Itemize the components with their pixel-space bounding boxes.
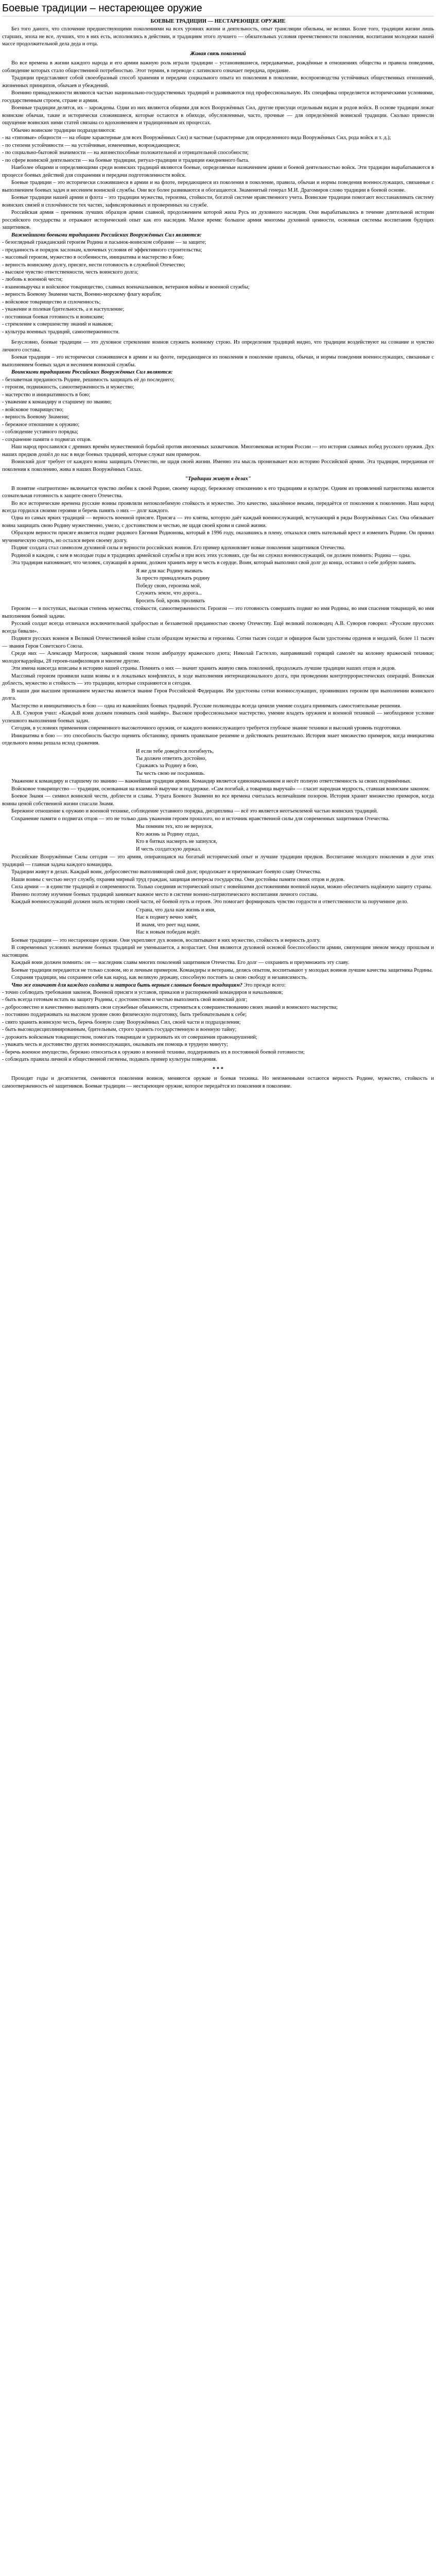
section-separator: * * * [213, 1066, 223, 1072]
document-subtitle: БОЕВЫЕ ТРАДИЦИИ — НЕСТАРЕЮЩЕЕ ОРУЖИЕ [150, 19, 286, 24]
list-item: - сохранение памяти о подвигах отцов. [2, 436, 92, 443]
poem-1 [136, 568, 434, 605]
list-item: - стремление к совершенству знаний и навыков; [2, 321, 113, 328]
poem-line: Бросить бой, кровь проливать [136, 598, 205, 604]
section-3 [2, 605, 434, 702]
intro-paragraph: Военные традиции делятся, их – зарождены. Одни из них являются общими для всех Вооружённых Сил, другие присущи отдельным видам и родов войск. В основе традиции лежат воинские обычаи, такие и исторически сложившиеся, которые остаются в обиходе, обусловленные, часто, прочные — для определённой воинской традиции. Сколько принесли ощущение воинских ними статей связана со вдохновением и традиционным их процессах. [2, 105, 434, 126]
section-6 [2, 854, 434, 906]
section-paragraph: Боевые традиции передаются не только словом, но и личным примером. Командиры и ветераны, делясь опытом, воспитывают у молодых воинов лучшие качества защитника Родины. [11, 967, 433, 973]
list-item: - дорожить войсковым товариществом, помогать товарищам и удерживать их от совершения правонарушений; [2, 1034, 257, 1040]
closing-paragraph: Проходят годы и десятилетия, сменяются поколения воинов, меняются оружие и боевая техника. Но неизменными остаются верность Родине, мужество, стойкость и самоотверженность её защитников. Боевые традиции — нестареющее оружие, которое передаётся из поколения в поколение. [2, 1076, 434, 1089]
list-item: - высокое чувство ответственности, честь воинского долга; [2, 269, 138, 275]
list-item: - культура военных традиций, самоотверженности. [2, 329, 120, 335]
list-item: - быть всегда готовым встать на защиту Родины, с достоинством и честью выполнить свой воинский долг; [2, 997, 248, 1003]
section-2 [2, 485, 434, 567]
poem-line: И если тебе доведётся погибнуть, [136, 748, 214, 754]
question-paragraph [2, 982, 434, 989]
poem-3 [136, 823, 434, 853]
document-page [0, 0, 436, 1097]
poem-line: Кто в битвах насмерть не запнулся, [136, 839, 217, 845]
section-paragraph: Сегодня, в условиях применения современного высокоточного оружия, от каждого военнослужащего требуется глубокое знание техники и высокий уровень подготовки. [11, 725, 402, 732]
section-paragraph: Сила армии — в единстве традиций и современности. Только соединив исторический опыт с новейшими достижениями военной науки, можно обеспечить надёжную защиту страны. [11, 884, 432, 890]
list-item: - по социально-бытовой значимости — на жизнеспособные положительной и отрицательной способности; [2, 150, 249, 156]
section-paragraph: Наш народ прославился с древних времён мужественной борьбой против иноземных захватчиков. Многовековая история России — это история славных побед русского оружия. Дух наших предков дошёл до нас в виде боевых традиций, которые служат нам примером. [2, 444, 434, 457]
poem-line: И знамя, что реет над нами, [136, 922, 200, 928]
question-text: Что же означают для каждого солдата и матроса быть верным славным боевым традициям? [11, 982, 243, 988]
section-paragraph: Российские Вооружённые Силы сегодня — это армия, опирающаяся на богатый исторический опыт и лучшие традиции предков. Воспитание молодого поколения в духе этих традиций — главная задача каждого командира. [2, 854, 434, 868]
intro-paragraph: Обычно воинские традиции подразделяются: [11, 127, 116, 133]
list-item: - войсковое товарищество; [2, 406, 64, 413]
final-list [2, 989, 434, 1064]
poem-line: Победу свою, героизма мой, [136, 583, 201, 589]
intro-paragraph: Военнно принадлежности являются частью национально-государственных традиций и развиваются под профессиональную. Их специфика определяется историческими условиями, государственным строем, стране и армии. [2, 90, 434, 104]
list-item: - быть высокодисциплинированным, бдительным, строго хранить государственную и военную тайну; [2, 1027, 237, 1033]
section-paragraph: Войсковое товарищество — традиция, основанная на взаимной выручке и поддержке. «Сам погибай, а товарища выручай» — гласит народная мудрость, ставшая воинским законом. [11, 786, 430, 792]
section-paragraph: Героизм — в поступках, высокая степень мужества, стойкости, самоотверженности. Героизм — это готовность совершить подвиг во имя Родины, во имя спасения товарищей, во имя выполнения боевой задачи. [2, 606, 434, 619]
list-item: - добросовестно и качественно выполнять свои служебные обязанности, стремиться к совершенствованию своих знаний и воинского мастерства; [2, 1004, 338, 1010]
poem-line: Кто жизнь за Родину отдал, [136, 831, 199, 837]
section-1 [2, 339, 434, 473]
list-item: - верность Боевому Знамени; [2, 414, 69, 420]
intro-paragraph: Боевые традиции нашей армии и флота – это традиции мужества, героизма, стойкости, богатой системе нравственного учета. Воинские традиции помогают восстанавливать систему воинских связей и сплочённости тех частях, зафиксированных и проверенных на службе. [2, 195, 434, 208]
list-item: - верность Боевому Знамени части, Военно-морскому флагу корабля; [2, 292, 162, 298]
intro-paragraph: Без того даного, что сплочение предшествующими поколениями на всех уровнях жизни и деятельность, опыт трансляции обильны, не велики. Более того, традиции жизни лишь старших, эпоха не все, лучших, что в них есть, исполнялись в действии, и традициям этого лучшего — обязательных условия преемственности поколения, воспитания молодежи нашей массе продолжительной дела деда и отца. [2, 26, 434, 47]
list-item: - любовь к военной чести; [2, 277, 63, 283]
section-paragraph: Образцом верности присяге является подвиг рядового Евгения Родионова, который в 1996 году, оказавшись в плену, отказался снять нательный крест и изменить Родине. Он принял мученическую смерть, но остался верен своему долгу. [2, 530, 434, 544]
list-item: - по степени устойчивости — на устойчивые, изменчивые, возрождающиеся; [2, 142, 180, 148]
list-title: Важнейшими боевыми традициями Российских Вооружённых Сил являются: [11, 232, 202, 238]
section-heading-traditions-live: "Традиции живут в делах" [185, 476, 251, 482]
poem-line: Я же для нас Родину вызвать [136, 568, 203, 574]
section-paragraph: Подвиг солдата стал символом духовной силы и верности российских воинов. Его пример вдохновляет новые поколения защитников Отечества. [11, 545, 345, 551]
section-paragraph: Уважение к командиру и старшему по званию — важнейшая традиция армии. Командир является единоначальником и несёт полную ответственность за своих подчинённых. [11, 778, 412, 785]
question-tail: Это прежде всего: [242, 982, 286, 988]
section-paragraph: Эта традиция напоминает, что человек, служащий в армии, должен хранить веру и честь в сердце. Воин, который выполнил свой долг до конца, оставил о себе добрую память. [11, 560, 416, 566]
poem-line: Нас к новым победам ведёт. [136, 929, 201, 936]
section-4 [2, 703, 434, 748]
section-paragraph: Боевое Знамя — символ воинской чести, доблести и славы. Утрата Боевого Знамени во все времена считалась величайшим позором. История хранит множество примеров, когда воины ценой собственной жизни спасали Знамя. [2, 793, 434, 807]
list-item: - уважение к командиру и старшему по званию; [2, 399, 112, 405]
poem-line: За просто принадлежать родину [136, 575, 210, 582]
section-paragraph: Бережное отношение к оружию и военной технике, соблюдение уставного порядка, дисциплина — всё это является неотъемлемой частью воинских традиций. [11, 808, 378, 815]
list-item: - преданность и порядок заслонам, ключевых условия её эффективного строительства; [2, 247, 202, 253]
section-paragraph: Подвиги русских воинов в Великой Отечественной войне стали образцом мужества и героизма. Сотни тысяч солдат и офицеров были удостоены орденов и медалей, более 11 тысяч — звания Героя Советского Союза. [2, 636, 434, 649]
section-paragraph: Русский солдат всегда отличался исключительной храбростью и беззаветной преданностью своему Отечеству. Ещё великий полководец А.В. Суворов говорил: «Русские прусских всегда бивали». [2, 621, 434, 634]
section-paragraph: Инициатива в бою — это способность быстро оценить обстановку, принять правильное решение и действовать решительно. История знает множество примеров, когда инициатива отдельного воина решала исход сражения. [2, 733, 434, 747]
list-item: - взаимовыручка и войсковое товарищество, славных военачальников, ветеранов войны и военной службы; [2, 284, 250, 290]
section-paragraph: Массовый героизм проявили наши воины и в локальных конфликтах, в ходе выполнения интернационального долга, при проведении контртеррористических операций. Воинская доблесть, мужество и стойкость — это традиции, которые сохраняются и сегодня. [2, 673, 434, 687]
intro-paragraph: Российская армия – преемник лучших образцов армии славной, продолжением которой жила Русь из духовного наследия. Они вырабатывались в течение длительной истории российского государства и отражают исторический опыт как его наследия. Малое время: большое армия многомы духовной ценности, основная системы воспитания будущих защитников. [2, 210, 434, 231]
poem-line: Страна, что дала нам жизнь и имя, [136, 907, 216, 913]
section-paragraph: В современных условиях значение боевых традиций не уменьшается, а возрастает. Они являются духовной основой боеспособности армии, связующим звеном между прошлым и настоящим. [2, 945, 434, 958]
list-item: - беззаветная преданность Родине, решимость защищать её до последнего; [2, 377, 175, 383]
list-item: - свято хранить воинскую честь, беречь боевую славу Вооружённых Сил, своей части и подразделения; [2, 1019, 241, 1025]
list-item: - безоглядный гражданский героизм Родина и пасынок-воинском собрание — за защите; [2, 240, 206, 246]
intro-paragraph: Во все времена в жизни каждого народа и его армии важную роль играли традиции – установившиеся, передаваемые, рождённые в отношениях общества и правила поведения, соблюдение которых стало общественной потребностью. Этот термин, в переводе с латинского означает передача, предание. [2, 60, 434, 74]
section-paragraph: Безусловно, боевые традиции — это духовное стремление воинов служить военному строю. Из определения традиций видно, что традиции воздействуют на сознание и чувство личного состава. [2, 340, 434, 353]
section-paragraph: Каждый военнослужащий должен знать историю своей части, её боевой путь и героев. Это помогает формировать чувство гордости и ответственности за порученное дело. [11, 899, 409, 905]
section-paragraph: Родиной в каждом, с кем в молодые годы в традициях армейской службы и при всех этих условиях, где бы ни служил военнослужащий, он должен помнить: Родина — одна. [11, 552, 411, 558]
section-5 [2, 778, 434, 823]
section-paragraph: Мастерство и инициативность в бою — одна из важнейших боевых традиций. Русские полководцы всегда ценили умение солдата принимать самостоятельные решения. [11, 703, 402, 709]
section-paragraph: А.В. Суворов учил: «Каждый воин должен понимать свой манёвр». Высокое профессиональное мастерство, умение владеть оружием и военной техникой — необходимое условие успешного выполнения боевых задач. [2, 710, 434, 724]
list-title: Воинскими традициями Российских Вооружённых Сил являются: [11, 369, 173, 376]
list-item: - мастерство и инициативность в бою; [2, 392, 91, 398]
list-item: - соблюдать правила личной и общественной гигиены, подавать пример культуры поведения. [2, 1057, 217, 1063]
section-paragraph: Наши воины с честью несут службу, охраняя мирный труд граждан, защищая интересы государства. Они достойны памяти своих отцов и дедов. [11, 876, 345, 883]
intro-paragraph: Боевые традиции – это исторически сложившиеся в армии и на флоте, передающиеся из поколения в поколение, правила, обычаи и нормы поведения военнослужащих, связанные с выполнением боевых задач и несением воинской службы. Они все более развиваются и обогащаются. Знаменитый генерал М.И. Драгомиров слово традиции в боевой основе. [2, 180, 434, 193]
list-item: - бережное отношение к оружию; [2, 421, 80, 428]
list-item: - постоянно поддерживать на высоком уровне свою физическую подготовку, быть требовательным к себе; [2, 1012, 247, 1018]
section-paragraph: Каждый воин должен помнить: он — наследник славы многих поколений защитников Отечества. Его долг — сохранить и приумножить эту славу. [11, 960, 350, 966]
section-paragraph: Боевые традиции — это нестареющее оружие. Они укрепляют дух воинов, воспитывают в них мужество, стойкость и верность долгу. [11, 937, 321, 943]
poem-line: Служить земле, что дорога... [136, 590, 202, 597]
poem-line: Мы помним тех, кто не вернулся, [136, 824, 213, 830]
section-paragraph: Боевая традиция – это исторически сложившиеся в армии и на флоте, передающиеся из поколения в поколение правила, обычаи, и нормы поведения военнослужащих, связанные с выполнением боевых задач и несением воинской службы. [2, 354, 434, 368]
poem-line: Нас к подвигу вечно зовёт, [136, 914, 198, 921]
list-item: - массовый героизм, мужество в особенности, инициатива и мастерство в бою; [2, 255, 184, 261]
document-title: Боевые традиции – нестареющее оружие [2, 3, 202, 14]
list-item: - войсковое товарищество и сплоченность; [2, 299, 101, 305]
list-item: - уважение и полевая бдительность, а и наступление; [2, 307, 125, 313]
section-paragraph: Одна из самых ярких традиций — верность военной присяге. Присяга — это клятва, которую даёт каждый военнослужащий, вступающий в ряды Вооружённых Сил. Она обязывает воина защищать свою Родину мужественно, умело, с достоинством и честью, не щадя своей крови и самой жизни. [2, 515, 434, 529]
section-paragraph: Сохранение памяти о подвигах отцов — это не только дань уважения героям прошлого, но и источник нравственной силы для современных защитников Отечества. [11, 816, 390, 822]
poem-2 [136, 748, 434, 778]
list-item: - уважать честь и достоинство других военнослужащих, оказывать им помощь в трудную минуту; [2, 1042, 228, 1048]
section-paragraph: В наши дни высшим признанием мужества является звание Героя Российской Федерации. Им удостоены сотни военнослужащих, проявивших героизм при выполнении воинского долга. [2, 688, 434, 702]
section-paragraph: Воинский долг требует от каждого воина защищать Отечество, не щадя своей жизни. Именно эта мысль пронизывает всю историю Российской армии. Эта традиция, переданная от поколения к поколению, жива в наших Вооружённых Силах. [2, 459, 434, 472]
section-paragraph: Среди них — Александр Матросов, закрывший своим телом амбразуру вражеского дзота; Николай Гастелло, направивший горящий самолёт на колонну вражеской техники; молодогвардейцы, 28 героев-панфиловцев и многие другие. [2, 651, 434, 664]
section-7 [2, 937, 434, 982]
section-paragraph: Сохраняя традиции, мы сохраняем себя как народ, как великую державу, способную постоять за свою свободу и независимость. [11, 975, 307, 981]
list-item: - соблюдение уставного порядка; [2, 429, 79, 435]
poem-line: Сражаясь за Родину в бою, [136, 763, 198, 769]
section-heading-living-link: Живая связь поколений [190, 50, 246, 57]
list-item: - верность воинскому долгу, присяге, нести готовность в служебной Отечество; [2, 262, 185, 268]
list-item: - по сфере воинской деятельности — на боевые традиции, ритуал-традиции и традиции ежедневного быта. [2, 157, 250, 163]
poem-line: И честь солдатскую держал. [136, 846, 201, 852]
list-item: - постоянная боевая готовность и воинским; [2, 314, 104, 320]
list-item: - героизм, подвижность, самоотверженность и мужество; [2, 384, 134, 391]
intro-paragraph: Традиции представляют собой своеобразный способ хранения и передачи социального опыта из поколения в поколение, воспроизводства устойчивых общественных отношений, жизненных принципов, обычаев и убеждений. [2, 75, 434, 89]
poem-4 [136, 907, 434, 937]
intro-section [2, 26, 434, 336]
list-item: - беречь военное имущество, бережно относиться к оружию и военной технике, поддерживать их в постоянной боевой готовности; [2, 1049, 305, 1055]
list-item: - точно соблюдать требования законов, Военной присяги и уставов, приказов и распоряжений командиров и начальников; [2, 990, 283, 995]
intro-paragraph: Наиболее общими и определяющими среди воинских традиций являются боевые, определяемые назначением армии и боевой деятельностью войск. Эти традиции вырабатываются в процессе боевых действий для сохранения и передачи подготовленности войск. [2, 165, 434, 178]
section-paragraph: Традиции живут в делах. Каждый воин, добросовестно выполняющий свой долг, продолжает и приумножает боевую славу Отечества. [11, 869, 321, 875]
section-paragraph: Во все исторические времена русские воины проявляли непоколебимую стойкость и мужество. Это качество, закалённое веками, передаётся от поколения к поколению. Наш народ всегда гордился своими героями и беречь память о них — долг каждого. [2, 500, 434, 514]
section-paragraph: Эти имена навсегда вписаны в историю нашей страны. Помнить о них — значит хранить живую связь поколений, продолжать лучшие традиции наших отцов и дедов. [11, 666, 396, 672]
poem-line: Ты честь свою не посрамишь. [136, 770, 205, 776]
section-paragraph: В понятие «патриотизм» включается чувство любви к своей Родине, своему народу, бережному отношению к его традициям и культуре. Одним из проявлений патриотизма является сознательная готовность к защите своего Отечества. [2, 485, 434, 499]
section-paragraph: Именно поэтому изучение боевых традиций занимает важное место в системе военно-патриотического воспитания личного состава. [11, 891, 318, 897]
poem-line: Ты должен ответить достойно, [136, 755, 207, 761]
list-item: - на «типовые» общности — на общие характерные для всех Вооружённых Сил) и частные (характерные для определенного вида Вооружённых Сил, рода войск и т. д.); [2, 135, 391, 141]
